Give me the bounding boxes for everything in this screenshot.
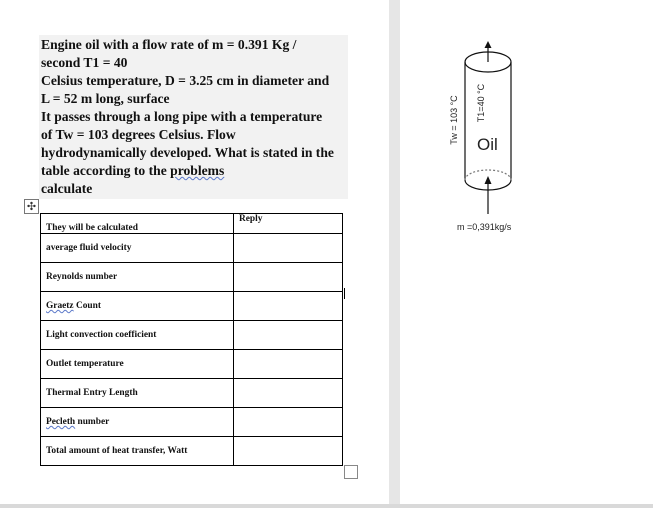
row-label: average fluid velocity: [41, 234, 234, 263]
table-row: [41, 263, 343, 292]
paragraph-end-box[interactable]: [344, 465, 358, 479]
table-row: [41, 234, 343, 263]
reply-cell[interactable]: [234, 263, 343, 292]
reply-cell[interactable]: [234, 379, 343, 408]
table-row: [41, 379, 343, 408]
table-row: [41, 321, 343, 350]
table-row: [41, 292, 343, 321]
mass-flow-label: m =0,391kg/s: [457, 222, 512, 232]
row-label: [41, 292, 234, 321]
fluid-label: Oil: [477, 135, 498, 154]
reply-cell[interactable]: [234, 408, 343, 437]
table-row: [41, 350, 343, 379]
problem-line: [41, 162, 346, 180]
row-label: Outlet temperature: [41, 350, 234, 379]
problem-line: Celsius temperature, D = 3.25 cm in diameter and: [41, 73, 330, 88]
reply-cell[interactable]: [234, 321, 343, 350]
row-label: [41, 408, 234, 437]
reply-cell[interactable]: [234, 437, 343, 466]
inlet-temperature-label: T1=40 °C: [476, 83, 486, 123]
problem-line: L = 52 m long, surface: [41, 91, 170, 106]
table-move-handle-icon[interactable]: ✣: [24, 199, 39, 214]
header-reply: Reply: [234, 214, 343, 234]
header-calculated: They will be calculated: [41, 214, 234, 234]
problem-line: It passes through a long pipe with a temperature: [41, 109, 323, 124]
row-label: Reynolds number: [41, 263, 234, 292]
table-row: [41, 408, 343, 437]
spellcheck-word[interactable]: Pecleth: [46, 417, 76, 427]
spellcheck-word[interactable]: problems: [170, 163, 225, 178]
table-header-row: [41, 214, 343, 234]
row-label: Light convection coefficient: [41, 321, 234, 350]
text-cursor: [344, 288, 345, 299]
calculation-table[interactable]: [40, 213, 343, 466]
row-label-text: number: [77, 417, 110, 427]
reply-cell[interactable]: [234, 234, 343, 263]
table-row: [41, 437, 343, 466]
inlet-arrow-head: [485, 176, 492, 184]
problem-line: second T1 = 40: [41, 55, 128, 70]
problem-statement[interactable]: [39, 35, 348, 199]
problem-line: calculate: [41, 181, 93, 196]
row-label: Total amount of heat transfer, Watt: [41, 437, 234, 466]
outlet-arrow-head: [485, 41, 492, 48]
pipe-figure: [400, 0, 653, 504]
reply-cell[interactable]: [234, 292, 343, 321]
problem-line: of Tw = 103 degrees Celsius. Flow: [41, 127, 236, 142]
problem-line-text: table according to the: [41, 163, 167, 178]
wall-temperature-label: Tw = 103 °C: [449, 95, 459, 145]
problem-line: hydrodynamically developed. What is stated in the: [41, 145, 334, 160]
pipe-body: [465, 62, 511, 180]
page-bottom-edge: [0, 504, 653, 508]
page-gutter: [389, 0, 400, 508]
row-label: Thermal Entry Length: [41, 379, 234, 408]
row-label-text: Count: [75, 301, 101, 311]
reply-cell[interactable]: [234, 350, 343, 379]
spellcheck-word[interactable]: Graetz: [46, 301, 74, 311]
problem-line: Engine oil with a flow rate of m = 0.391 Kg /: [41, 37, 297, 52]
